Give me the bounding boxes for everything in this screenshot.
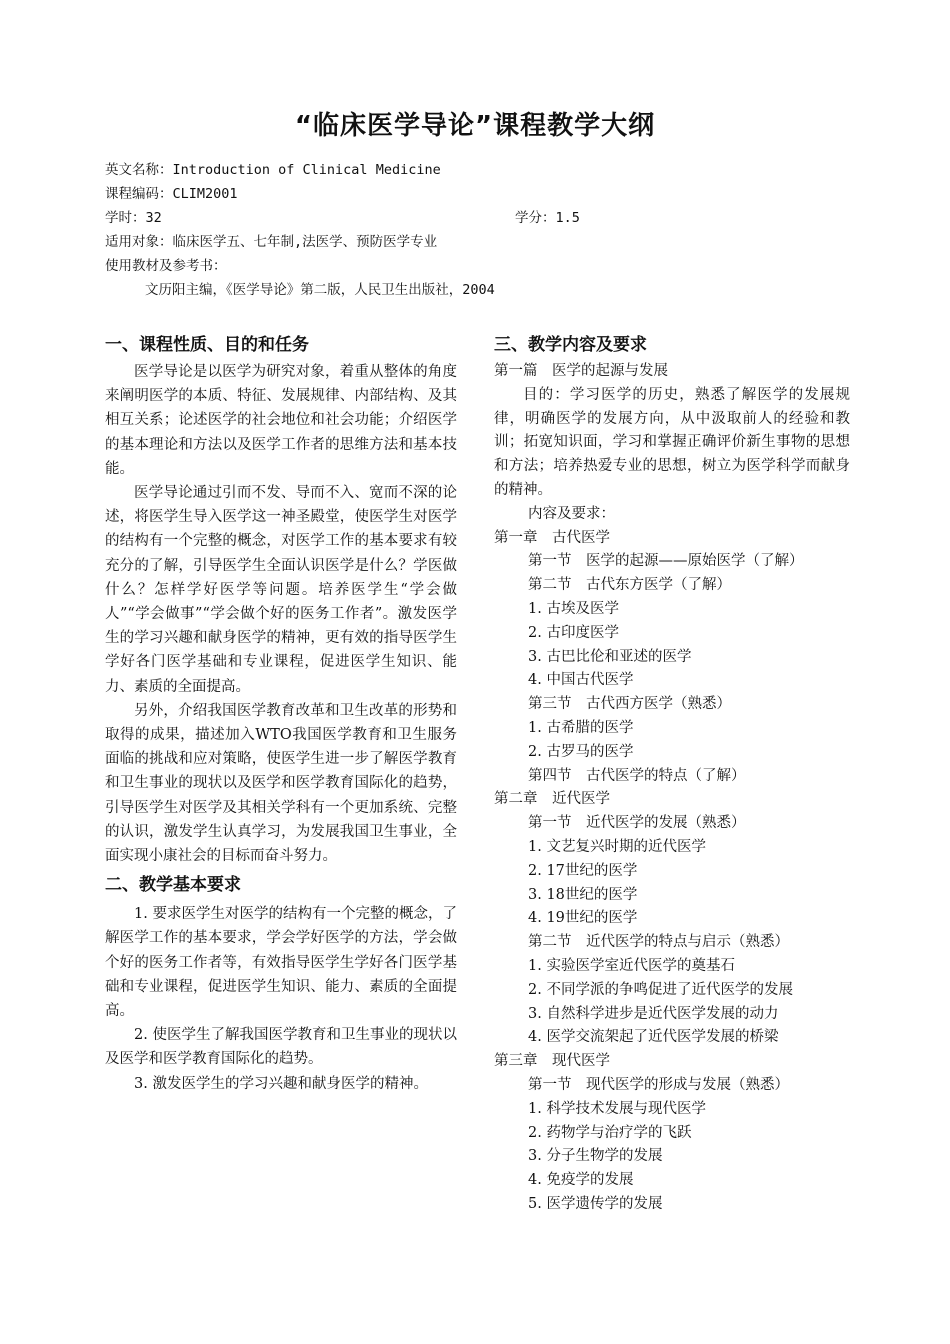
outline-item: 2. 不同学派的争鸣促进了近代医学的发展: [528, 981, 793, 998]
section-1-paragraph: 医学导论是以医学为研究对象，着重从整体的角度来阐明医学的本质、特征、发展规律、内部结构、及其相互关系；论述医学的社会地位和社会功能；介绍医学的基本理论和方法以及医学工作者的思维方法和基本技能。: [105, 364, 457, 477]
chapter-heading: 第二章 近代医学: [494, 791, 610, 808]
outline-item: 3. 自然科学进步是近代医学发展的动力: [528, 1005, 779, 1022]
section-1-heading: 一、课程性质、目的和任务: [105, 335, 309, 355]
right-column: [494, 330, 850, 1217]
outline-item: 2. 古罗马的医学: [528, 743, 634, 760]
outline-item: 第一节 现代医学的形成与发展（熟悉）: [528, 1076, 789, 1093]
outline-item: 第三节 古代西方医学（熟悉）: [528, 696, 731, 713]
outline-item: 1. 科学技术发展与现代医学: [528, 1100, 706, 1117]
section-1-paragraph: 医学导论通过引而不发、导而不入、宽而不深的论述，将医学生导入医学这一神圣殿堂，使医学生对医学的结构有一个完整的概念，对医学工作的基本要求有较充分的了解，引导医学生全面认识医学是什么？学医做什么？怎样学好医学等问题。培养医学生“学会做人”“学会做事”“学会做个好的医务工作者”。激发医学生的学习兴趣和献身医学的精神，更有效的指导医学生学好各门医学基础和专业课程，促进医学生知识、能力、素质的全面提高。: [105, 485, 457, 695]
outline-item: 第一节 医学的起源——原始医学（了解）: [528, 553, 804, 570]
outline-item: 第二节 古代东方医学（了解）: [528, 577, 731, 594]
part-heading: 第一篇 医学的起源与发展: [494, 363, 668, 379]
outline-item: 4. 中国古代医学: [528, 672, 634, 689]
section-2-paragraph: 3. 激发医学生的学习兴趣和献身医学的精神。: [134, 1075, 428, 1092]
outline-item: 2. 17世纪的医学: [528, 862, 638, 879]
outline-item: 1. 文艺复兴时期的近代医学: [528, 838, 706, 855]
content-label: 内容及要求：: [528, 505, 615, 522]
goal-paragraph: 目的：学习医学的历史，熟悉了解医学的发展规律，明确医学的发展方向，从中汲取前人的经验和教训；拓宽知识面，学习和掌握正确评价新生事物的思想和方法；培养热爱专业的思想，树立为医学科学而献身的精神。: [494, 386, 850, 498]
outline-item: 3. 分子生物学的发展: [528, 1148, 663, 1165]
outline-item: 2. 古印度医学: [528, 624, 619, 641]
outline-item: 1. 古埃及医学: [528, 600, 619, 617]
credits: 学分：1.5: [515, 210, 580, 226]
outline-item: 第四节 古代医学的特点（了解）: [528, 767, 746, 784]
page-title: “临床医学导论”课程教学大纲: [294, 111, 656, 141]
textbook-label: 使用教材及参考书：: [105, 258, 227, 274]
section-1-paragraph: 另外，介绍我国医学教育改革和卫生改革的形势和取得的成果，描述加入WTO我国医学教育和卫生服务面临的挑战和应对策略，使医学生进一步了解医学教育和卫生事业的现状以及医学和医学教育国际化的趋势，引导医学生对医学及其相关学科有一个更加系统、完整的认识，激发学生认真学习，为发展我国卫生事业，全面实现小康社会的目标而奋斗努力。: [105, 702, 457, 865]
outline-item: 第二节 近代医学的特点与启示（熟悉）: [528, 934, 789, 951]
outline-item: 5. 医学遗传学的发展: [528, 1195, 663, 1212]
chapter-heading: 第三章 现代医学: [494, 1053, 610, 1070]
course-meta: [105, 158, 865, 302]
left-column: [105, 330, 457, 1096]
outline-item: 4. 19世纪的医学: [528, 910, 638, 927]
chapter-heading: 第一章 古代医学: [494, 529, 610, 546]
outline-item: 1. 古希腊的医学: [528, 719, 634, 736]
textbook: 文历阳主编，《医学导论》第二版，人民卫生出版社，2004: [145, 282, 495, 298]
course-code: 课程编码：CLIM2001: [105, 186, 238, 202]
english-name: 英文名称：Introduction of Clinical Medicine: [105, 162, 441, 178]
outline-item: 3. 18世纪的医学: [528, 886, 638, 903]
content-outline: [494, 527, 850, 1217]
section-2-paragraph: 2. 使医学生了解我国医学教育和卫生事业的现状以及医学和医学教育国际化的趋势。: [105, 1027, 457, 1068]
outline-item: 4. 医学交流架起了近代医学发展的桥梁: [528, 1029, 779, 1046]
outline-item: 4. 免疫学的发展: [528, 1172, 634, 1189]
section-3-heading: 三、教学内容及要求: [494, 335, 647, 355]
hours-credits-row: [105, 206, 865, 230]
outline-item: 第一节 近代医学的发展（熟悉）: [528, 815, 746, 832]
hours: 学时：32: [105, 210, 162, 226]
audience: 适用对象：临床医学五、七年制,法医学、预防医学专业: [105, 234, 438, 250]
outline-item: 1. 实验医学室近代医学的奠基石: [528, 957, 735, 974]
outline-item: 3. 古巴比伦和亚述的医学: [528, 648, 692, 665]
section-2-heading: 二、教学基本要求: [105, 875, 241, 896]
section-2-paragraph: 1. 要求医学生对医学的结构有一个完整的概念，了解医学工作的基本要求，学会学好医学的方法，学会做个好的医务工作者等，有效指导医学生学好各门医学基础和专业课程，促进医学生知识、能力、素质的全面提高。: [105, 906, 457, 1020]
outline-item: 2. 药物学与治疗学的飞跃: [528, 1124, 692, 1141]
